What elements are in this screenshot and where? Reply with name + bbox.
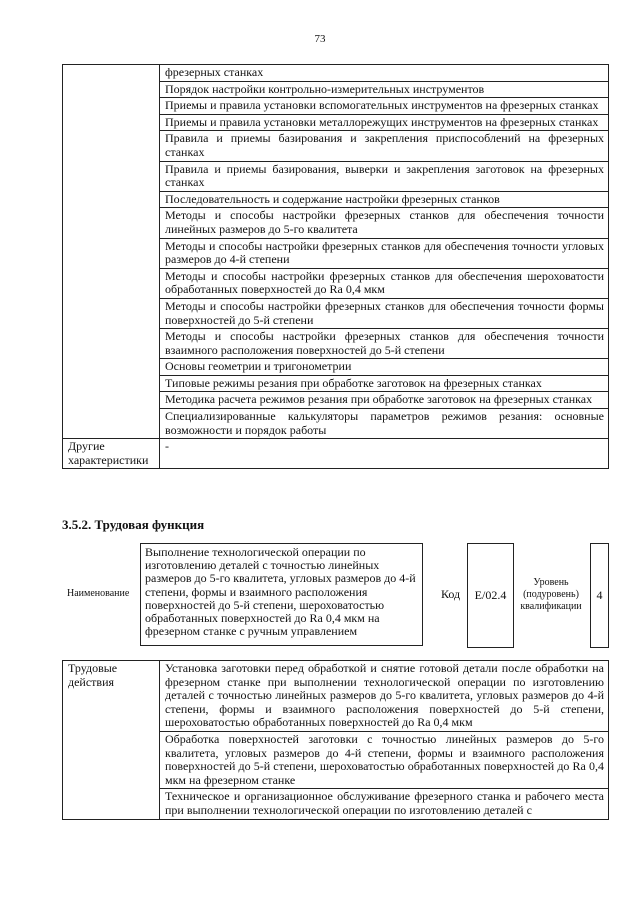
knowledge-item: Приемы и правила установки металлорежущих инструментов на фрезерных станках [160,114,609,131]
knowledge-item: Методы и способы настройки фрезерных станков для обеспечения точности угловых размеров до 4-й степени [160,238,609,268]
knowledge-item: Приемы и правила установки вспомогательных инструментов на фрезерных станках [160,98,609,115]
knowledge-item: Правила и приемы базирования и закрепления приспособлений на фрезерных станках [160,131,609,161]
function-name-value: Выполнение технологической операции по изготовлению деталей с точностью линейных размеров до 5-го квалитета, угловых размеров до 4-й степени, формы и взаимного расположения поверхностей до 5-й степени, шероховатостью обработанных поверхностей до Ra 0,4 мкм на фрезерном станке с ручным управлением [140,543,423,646]
labor-action-item: Техническое и организационное обслуживание фрезерного станка и рабочего места при выполнении технологической операции по изготовлению деталей с [160,789,609,819]
table-row [63,439,609,469]
knowledge-item: Методы и способы настройки фрезерных станков для обеспечения шероховатости обработанных поверхностей до Ra 0,4 мкм [160,268,609,298]
labor-action-item: Установка заготовки перед обработкой и снятие готовой детали после обработки на фрезерном станке при выполнении технологической операции по изготовлению деталей с точностью линейных размеров до 5-го квалитета, угловых размеров до 4-й степени, формы и взаимного расположения поверхностей до 5-й степени, шероховатостью обработанных поверхностей до Ra 0,4 мкм [160,661,609,732]
knowledge-item: Порядок настройки контрольно-измерительных инструментов [160,81,609,98]
knowledge-item: Методы и способы настройки фрезерных станков для обеспечения точности взаимного расположения поверхностей до 5-й степени [160,329,609,359]
labor-action-item: Обработка поверхностей заготовки с точностью линейных размеров до 5-го квалитета, угловых размеров до 4-й степени, формы и взаимного расположения поверхностей до 5-й степени, шероховатостью обработанных поверхностей до Ra 0,4 мкм на фрезерном станке [160,731,609,788]
table-row [63,661,609,732]
labor-actions-table [62,660,609,820]
knowledge-label-cell [63,65,160,439]
knowledge-item: Типовые режимы резания при обработке заготовок на фрезерных станках [160,375,609,392]
qualification-level-value: 4 [590,543,609,648]
other-characteristics-value: - [160,439,609,469]
table-row [63,65,609,82]
knowledge-item: Методы и способы настройки фрезерных станков для обеспечения точности линейных размеров до 5-го квалитета [160,208,609,238]
knowledge-item: Специализированные калькуляторы параметров режимов резания: основные возможности и порядок работы [160,409,609,439]
qualification-level-label: Уровень (подуровень) квалификации [520,577,582,612]
code-value: E/02.4 [467,543,514,648]
other-characteristics-label: Другие характеристики [63,439,160,469]
function-name-label: Наименование [67,588,130,599]
knowledge-item: Методика расчета режимов резания при обработке заготовок на фрезерных станках [160,392,609,409]
knowledge-item: Последовательность и содержание настройки фрезерных станков [160,191,609,208]
section-heading: 3.5.2. Трудовая функция [62,517,205,532]
page-number: 73 [314,33,326,45]
knowledge-table [62,64,609,469]
knowledge-item: Основы геометрии и тригонометрии [160,359,609,376]
knowledge-item: Методы и способы настройки фрезерных станков для обеспечения точности формы поверхностей до 5-й степени [160,298,609,328]
labor-actions-label: Трудовые действия [63,661,160,820]
knowledge-item: Правила и приемы базирования, выверки и закрепления заготовок на фрезерных станках [160,161,609,191]
knowledge-item: фрезерных станках [160,65,609,82]
code-label: Код [441,587,461,601]
